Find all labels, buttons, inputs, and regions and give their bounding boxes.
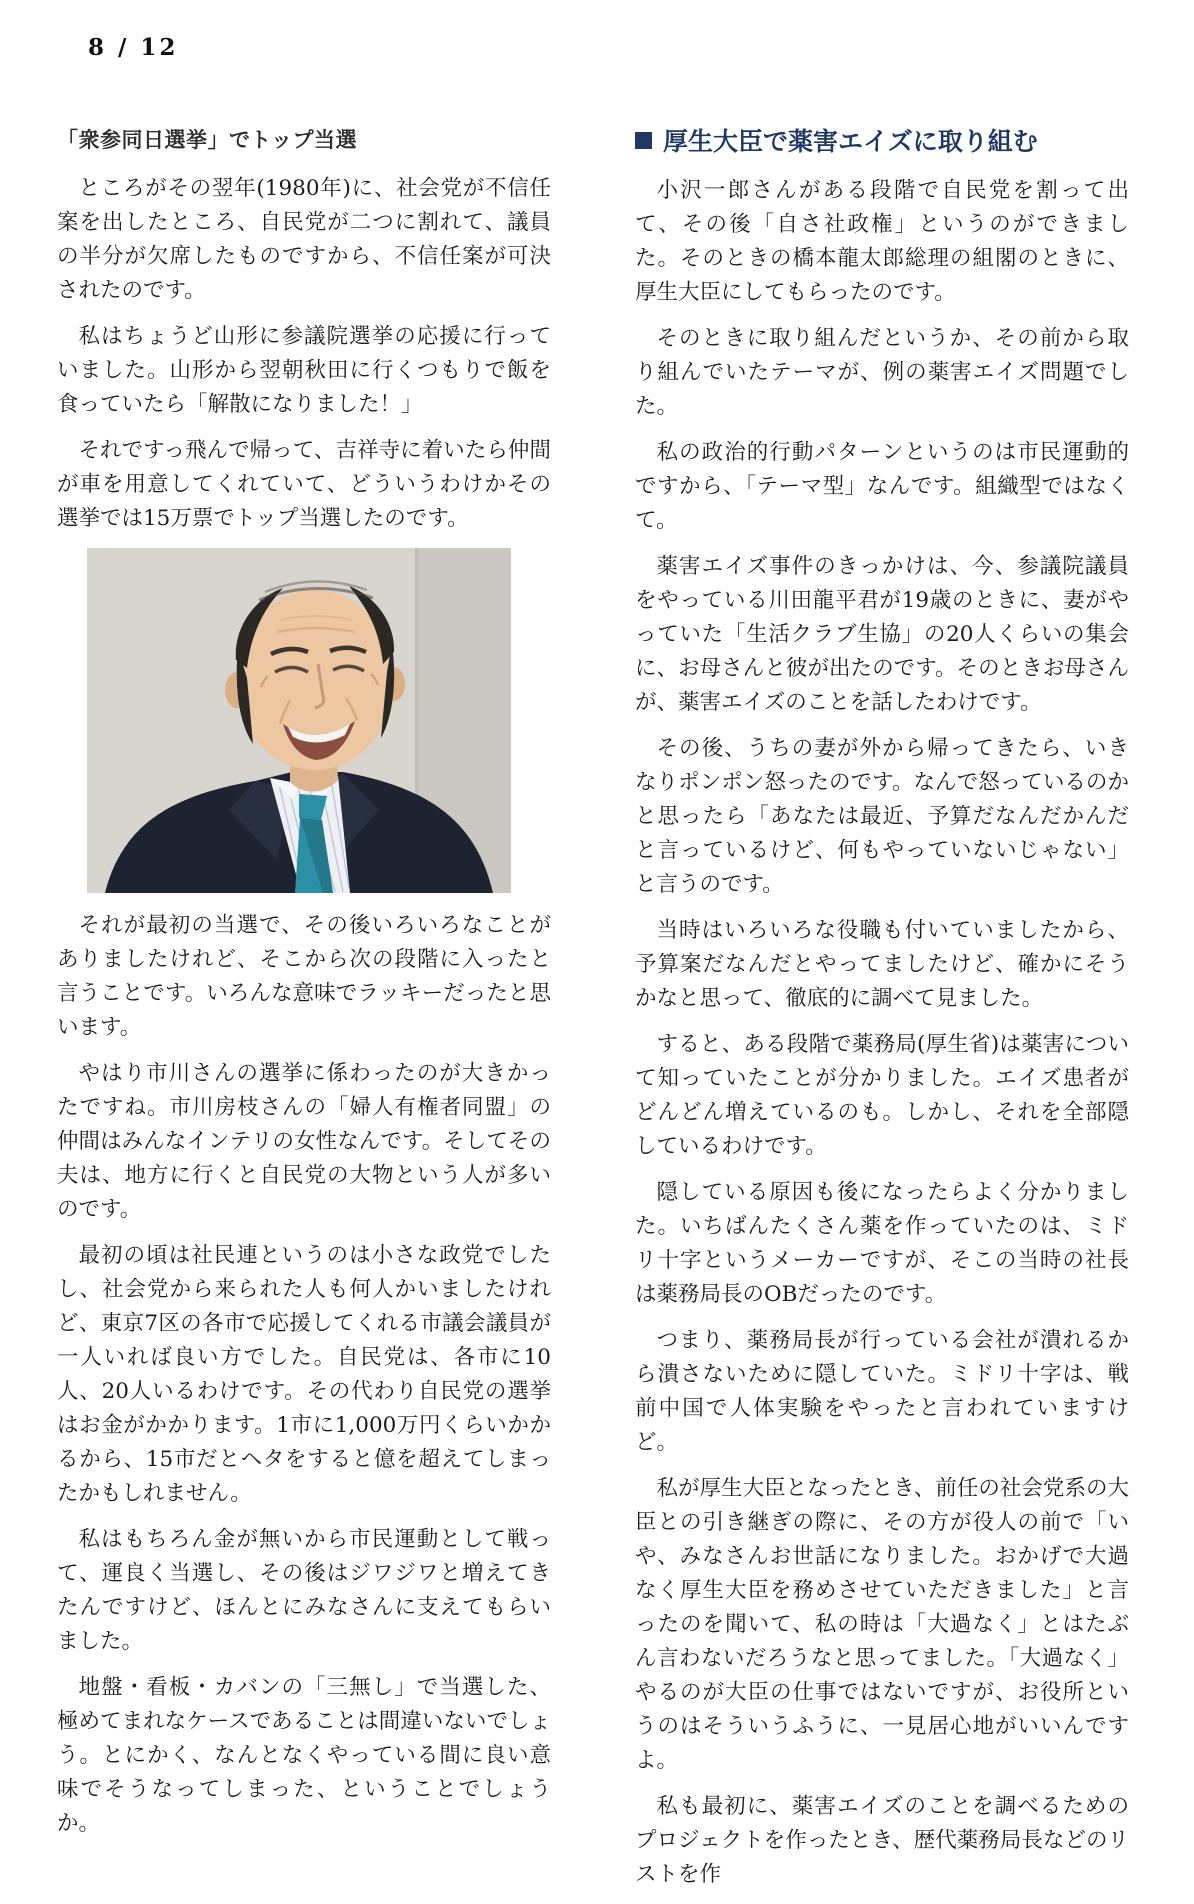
paragraph: 地盤・看板・カバンの「三無し」で当選した、極めてまれなケースであることは間違いないでしょう。とにかく、なんとなくやっている間に良い意味でそうなってしまった、ということでしょうか。 (57, 1675, 551, 1836)
paragraph: それが最初の当選で、その後いろいろなことがありましたけれど、そこから次の段階に入ったと言うことです。いろんな意味でラッキーだったと思います。 (57, 913, 551, 1040)
paragraph: 私はちょうど山形に参議院選挙の応援に行っていました。山形から翌朝秋田に行くつもりで飯を食っていたら「解散になりました！」 (57, 324, 551, 417)
paragraph: 薬害エイズ事件のきっかけは、今、参議院議員をやっている川田龍平君が19歳のときに、妻がやっていた「生活クラブ生協」の20人くらいの集会に、お母さんと彼が出たのです。そのときお母さんが、薬害エイズのことを話したわけです。 (635, 554, 1129, 715)
paragraph: 当時はいろいろな役職も付いていましたから、予算案だなんだとやってましたけど、確かにそうかなと思って、徹底的に調べて見ました。 (635, 918, 1129, 1011)
two-column-layout (57, 120, 1129, 1904)
left-column (57, 120, 551, 1904)
right-column (635, 120, 1129, 1904)
paragraph: 私も最初に、薬害エイズのことを調べるためのプロジェクトを作ったとき、歴代薬務局長などのリストを作 (635, 1794, 1129, 1887)
paragraph: すると、ある段階で薬務局(厚生省)は薬害について知っていたことが分かりました。エイズ患者がどんどん増えているのも。しかし、それを全部隠しているわけです。 (635, 1032, 1129, 1159)
paragraph: その後、うちの妻が外から帰ってきたら、いきなりポンポン怒ったのです。なんで怒っているのかと思ったら「あなたは最近、予算だなんだかんだと言っているけど、何もやっていないじゃない」と言うのです。 (635, 736, 1129, 897)
paragraph: やはり市川さんの選挙に係わったのが大きかったですね。市川房枝さんの「婦人有権者同盟」の仲間はみんなインテリの女性なんです。そしてその夫は、地方に行くと自民党の大物という人が多いのです。 (57, 1061, 551, 1222)
right-heading-text: 厚生大臣で薬害エイズに取り組む (663, 127, 1038, 156)
paragraph: 私の政治的行動パターンというのは市民運動的ですから、「テーマ型」なんです。組織型ではなくて。 (635, 440, 1129, 533)
paragraph: 私はもちろん金が無いから市民運動として戦って、運良く当選し、その後はジワジワと増えてきたんですけど、ほんとにみなさんに支えてもらいました。 (57, 1527, 551, 1654)
right-section-heading (635, 122, 1129, 158)
page-number: 8 / 12 (88, 34, 179, 61)
heading-bullet-square (635, 132, 652, 149)
paragraph: 小沢一郎さんがある段階で自民党を割って出て、その後「自さ社政権」というのができました。そのときの橋本龍太郎総理の組閣のときに、厚生大臣にしてもらったのです。 (635, 178, 1129, 305)
paragraph: 私が厚生大臣となったとき、前任の社会党系の大臣との引き継ぎの際に、その方が役人の前で「いや、みなさんお世話になりました。おかげで大過なく厚生大臣を務めさせていただきました」と言ったのを聞いて、私の時は「大過なく」とはたぶん言わないだろうなと思ってました。「大過なく」やるのが大臣の仕事ではないですが、お役所というのはそういうふうに、一見居心地がいいんですよ。 (635, 1476, 1129, 1773)
paragraph: 最初の頃は社民連というのは小さな政党でしたし、社会党から来られた人も何人かいましたけれど、東京7区の各市で応援してくれる市議会議員が一人いれば良い方でした。自民党は、各市に10人、20人いるわけです。その代わり自民党の選挙はお金がかかります。1市に1,000万円くらいかかるから、15市だとヘタをすると億を超えてしまったかもしれません。 (57, 1243, 551, 1506)
portrait-photo (87, 548, 511, 893)
paragraph: ところがその翌年(1980年)に、社会党が不信任案を出したところ、自民党が二つに割れて、議員の半分が欠席したものですから、不信任案が可決されたのです。 (57, 176, 551, 303)
paragraph: そのときに取り組んだというか、その前から取り組んでいたテーマが、例の薬害エイズ問題でした。 (635, 326, 1129, 419)
left-section-heading: 「衆参同日選挙」でトップ当選 (57, 128, 357, 152)
paragraph: それですっ飛んで帰って、吉祥寺に着いたら仲間が車を用意してくれていて、どういうわけかその選挙では15万票でトップ当選したのです。 (57, 438, 551, 531)
paragraph: 隠している原因も後になったらよく分かりました。いちばんたくさん薬を作っていたのは、ミドリ十字というメーカーですが、そこの当時の社長は薬務局長のOBだったのです。 (635, 1180, 1129, 1307)
paragraph: つまり、薬務局長が行っている会社が潰れるから潰さないために隠していた。ミドリ十字は、戦前中国で人体実験をやったと言われていますけど。 (635, 1328, 1129, 1455)
